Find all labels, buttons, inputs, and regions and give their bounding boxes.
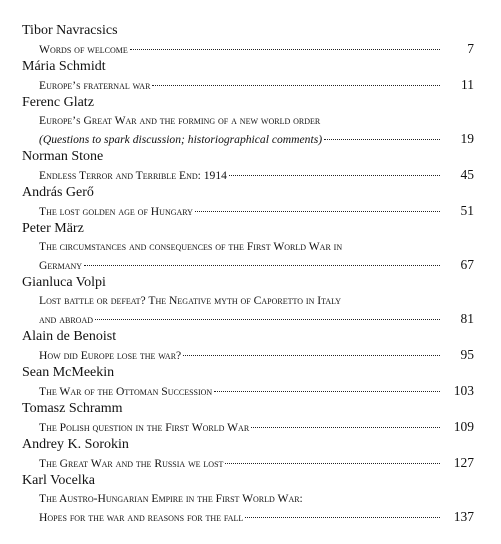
toc-entry [22, 400, 474, 436]
toc-line [22, 346, 474, 364]
toc-line [22, 40, 474, 58]
toc-entry [22, 220, 474, 274]
chapter-title: How did Europe lose the war? [39, 349, 182, 362]
toc-entry [22, 148, 474, 184]
toc-entry [22, 184, 474, 220]
table-of-contents [22, 22, 474, 526]
chapter-title: The Great War and the Russia we lost [39, 457, 224, 470]
chapter-title: Words of welcome [39, 43, 128, 56]
toc-line [22, 310, 474, 328]
dot-leader [84, 265, 440, 266]
dot-leader [225, 463, 440, 464]
toc-entry [22, 274, 474, 328]
page-number: 95 [460, 347, 474, 362]
toc-entry [22, 436, 474, 472]
toc-line [22, 454, 474, 472]
toc-line [22, 130, 474, 148]
toc-entry [22, 94, 474, 148]
chapter-title: The Austro-Hungarian Empire in the First World War: [39, 492, 303, 505]
author-name: Norman Stone [22, 149, 104, 164]
dot-leader [130, 49, 440, 50]
chapter-title: Lost battle or defeat? The Negative myth of Caporetto in Italy [39, 294, 342, 307]
dot-leader [195, 211, 440, 212]
toc-entry [22, 364, 474, 400]
toc-line [22, 292, 474, 310]
dot-leader [251, 427, 440, 428]
page-number: 127 [453, 455, 474, 470]
toc-line [22, 418, 474, 436]
author-name: Gianluca Volpi [22, 275, 106, 290]
toc-line [22, 112, 474, 130]
dot-leader [214, 391, 440, 392]
page-number: 137 [453, 509, 474, 524]
dot-leader [95, 319, 440, 320]
author-name: Alain de Benoist [22, 329, 117, 344]
toc-line [22, 256, 474, 274]
dot-leader [245, 517, 440, 518]
author-name: Sean McMeekin [22, 365, 115, 380]
page-number: 67 [460, 257, 474, 272]
page-number: 51 [460, 203, 474, 218]
author-name: Mária Schmidt [22, 59, 106, 74]
toc-line [22, 238, 474, 256]
author-name: Peter März [22, 221, 84, 236]
page-number: 109 [453, 419, 474, 434]
page-number: 19 [460, 131, 474, 146]
page-number: 81 [460, 311, 474, 326]
toc-entry [22, 328, 474, 364]
author-name: Andrey K. Sorokin [22, 437, 129, 452]
toc-line [22, 202, 474, 220]
dot-leader [229, 175, 440, 176]
chapter-title-continued: Hopes for the war and reasons for the fall [39, 511, 244, 524]
toc-line [22, 166, 474, 184]
toc-line [22, 490, 474, 508]
author-name: Tomasz Schramm [22, 401, 123, 416]
author-name: Tibor Navracsics [22, 23, 118, 38]
toc-entry [22, 472, 474, 526]
toc-entry [22, 22, 474, 58]
dot-leader [152, 85, 440, 86]
toc-line [22, 382, 474, 400]
toc-line [22, 508, 474, 526]
chapter-title-continued: and abroad [39, 313, 94, 326]
page-number: 7 [467, 41, 474, 56]
page-number: 11 [461, 77, 474, 92]
toc-line [22, 76, 474, 94]
dot-leader [324, 139, 440, 140]
chapter-title: The circumstances and consequences of the First World War in [39, 240, 343, 253]
page-number: 45 [460, 167, 474, 182]
chapter-title: Endless Terror and Terrible End: 1914 [39, 169, 227, 182]
author-name: Ferenc Glatz [22, 95, 94, 110]
chapter-title: The lost golden age of Hungary [39, 205, 193, 218]
author-name: András Gerő [22, 185, 94, 200]
toc-entry [22, 58, 474, 94]
chapter-title-continued: Germany [39, 259, 83, 272]
author-name: Karl Vocelka [22, 473, 95, 488]
chapter-title: The Polish question in the First World War [39, 421, 250, 434]
dot-leader [183, 355, 440, 356]
page-number: 103 [453, 383, 474, 398]
chapter-subtitle: (Questions to spark discussion; historiographical comments) [39, 133, 323, 146]
chapter-title: The War of the Ottoman Succession [39, 385, 213, 398]
chapter-title: Europe’s Great War and the forming of a new world order [39, 114, 321, 127]
chapter-title: Europe’s fraternal war [39, 79, 151, 92]
